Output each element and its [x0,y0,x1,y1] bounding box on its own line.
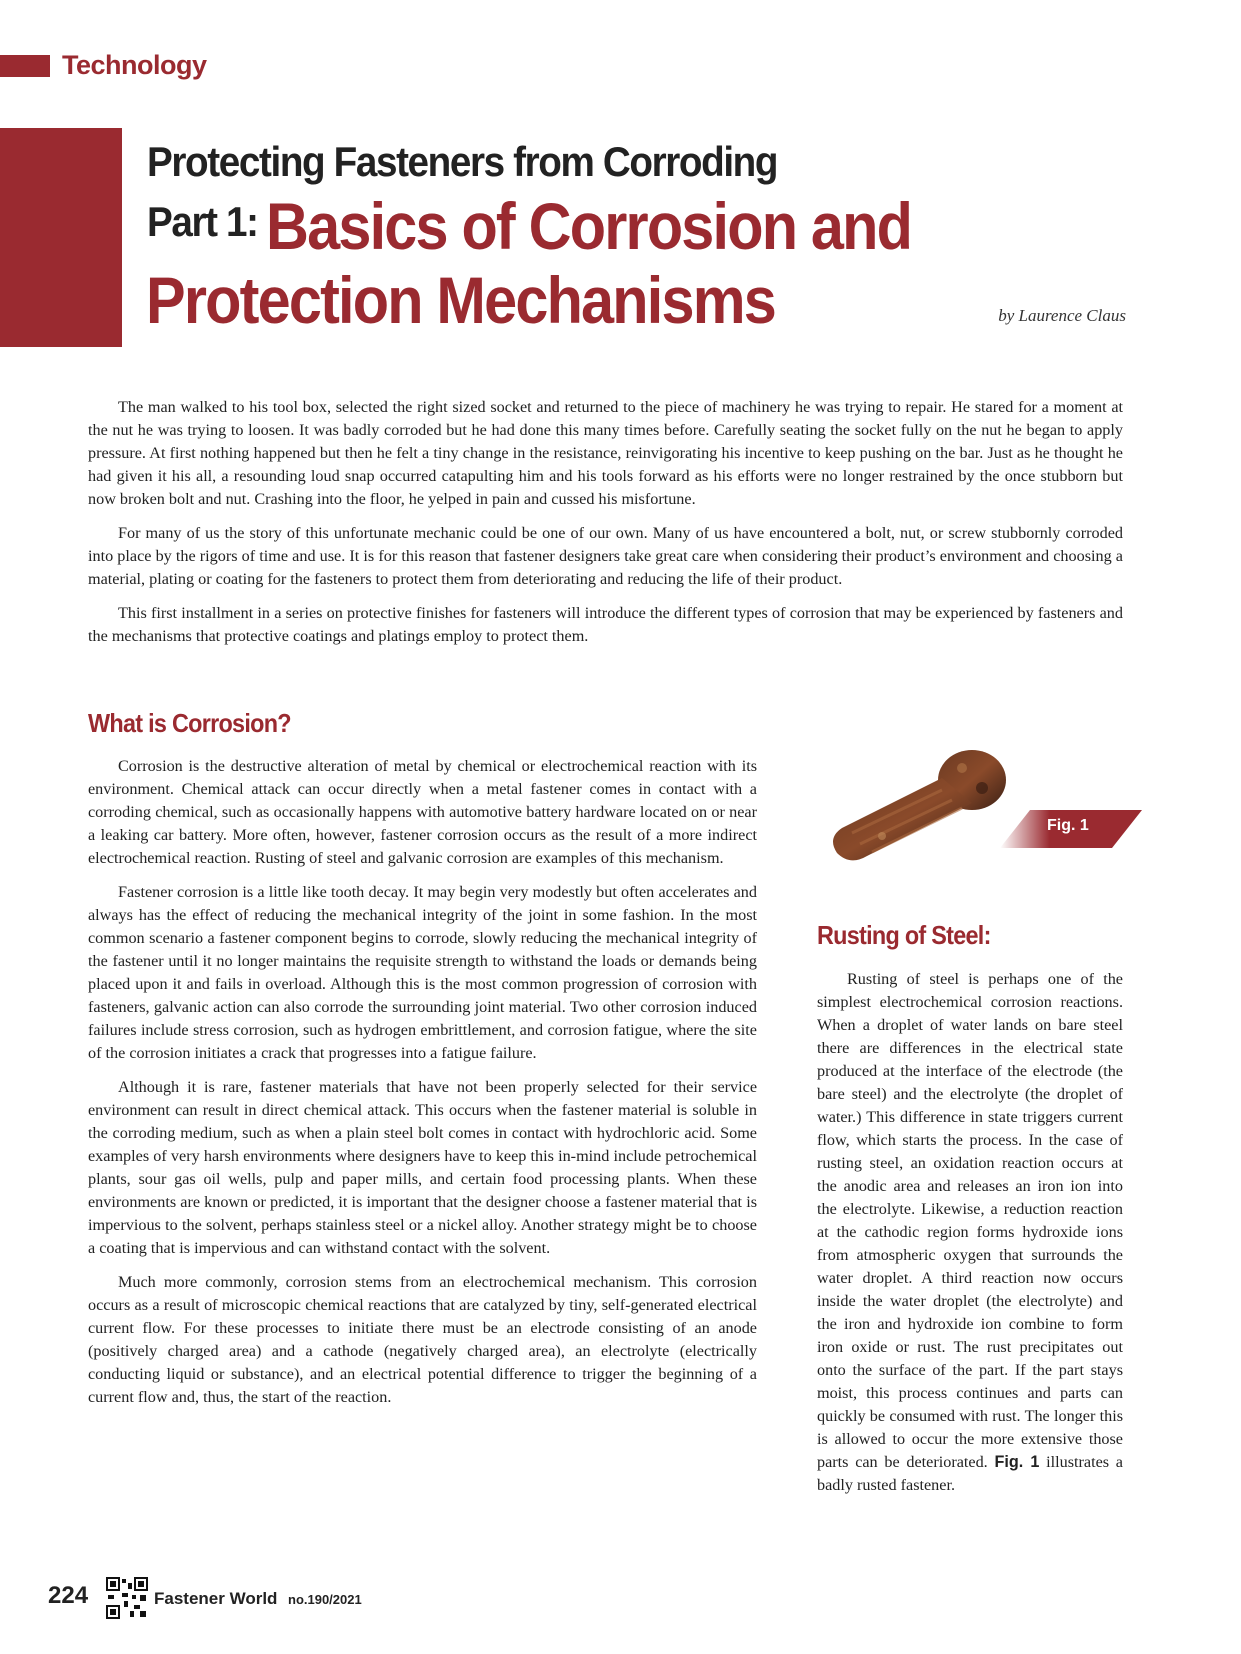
body-paragraph: Fastener corrosion is a little like tooth decay. It may begin very modestly but often accelerates and always has the effect of reducing the mechanical integrity of the joint in some fashion. In the most common scenario a fastener component begins to corrode, slowly reducing the mechanical integrity of the fastener until it no longer maintains the requisite strength to withstand the loads or demands being placed upon it and fails in overload. Although this is the most common progression of corrosion with fasteners, galvanic action can also corrode the surrounding joint material. Two other corrosion induced failures include stress corrosion, such as hydrogen embrittlement, and corrosion fatigue, where the site of the corrosion initiates a crack that progresses into a fatigue failure. [88,883,757,1062]
body-paragraph: Corrosion is the destructive alteration of metal by chemical or electrochemical reaction with its environment. Chemical attack can occur directly when a metal fastener comes in contact with a corroding chemical, such as occasionally happens with automotive battery hardware located on or near a leaking car battery. More often, however, fastener corrosion occurs as the result of a more indirect electrochemical reaction. Rusting of steel and galvanic corrosion are examples of this mechanism. [88,757,757,867]
article-supertitle: Protecting Fasteners from Corroding [147,138,778,185]
figure-reference: Fig. 1 [994,1453,1040,1471]
heading-what-is-corrosion: What is Corrosion? [88,708,291,738]
author-byline: by Laurence Claus [998,306,1126,325]
qr-code-icon [106,1577,148,1619]
intro-paragraph: The man walked to his tool box, selected the right sized socket and returned to the piece of machinery he was trying to repair. He stared for a moment at the nut he was trying to loosen. It was badly corroded but he had done this many times before. Carefully seating the socket fully on the nut he began to apply pressure. At first nothing happened but then he felt a tiny change in the resistance, reinvigorating his incentive to keep pushing on the bar. Just as he thought he had given it his all, a resounding loud snap occurred catapulting him and his tools forward as his efforts were no longer restrained by the once stubborn but now broken bolt and nut. Crashing into the floor, he yelped in pain and cussed his misfortune. [88,398,1123,508]
heading-rusting-of-steel: Rusting of Steel: [817,920,991,950]
rusting-text-end: illustrates a badly rusted fastener. [817,1453,1123,1494]
body-paragraph: Although it is rare, fastener materials that have not been properly selected for their service environment can result in direct chemical attack. This occurs when the fastener material is soluble in the corroding medium, such as when a plain steel bolt comes in contact with hydrochloric acid. Some examples of very harsh environments where designers have to keep this in-mind include petrochemical plants, sour gas oil wells, pulp and paper mills, and certain food processing plants. When these environments are known or predicted, it is important that the designer choose a fastener material that is impervious to the solvent, perhaps stainless steel or a nickel alloy. Another strategy might be to choose a coating that is impervious and can withstand contact with the solvent. [88,1078,757,1257]
part-label: Part 1: [147,198,258,245]
title-accent-block [0,128,122,347]
page-number: 224 [48,1582,89,1609]
body-paragraph: Much more commonly, corrosion stems from an electrochemical mechanism. This corrosion occurs as a result of microscopic chemical reactions that are catalyzed by tiny, self-generated electrical current flow. For these processes to initiate there must be an electrode consisting of an anode (positively charged area) and a cathode (negatively charged area), an electrolyte (electrically conducting liquid or substance), and an electrical potential difference to trigger the beginning of a current flow and, thus, the start of the reaction. [88,1273,757,1406]
intro-paragraph: For many of us the story of this unfortunate mechanic could be one of our own. Many of us have encountered a bolt, nut, or screw stubbornly corroded into place by the rigors of time and use. It is for this reason that fastener designers take great care when considering their product’s environment and choosing a material, plating or coating for the fasteners to protect them from deteriorating and reducing the life of their product. [88,524,1123,588]
body-paragraph [817,968,1123,1497]
issue-number: no.190/2021 [288,1592,362,1607]
section-color-bar [0,55,50,77]
intro-section [88,396,1123,659]
main-title-line1: Basics of Corrosion and [266,189,912,263]
rusting-text: Rusting of steel is perhaps one of the simplest electrochemical corrosion reactions. When a droplet of water lands on bare steel there are differences in the electrical state produced at the interface of the electrode (the bare steel) and the electrolyte (the droplet of water.) This difference in state triggers current flow, which starts the process. In the case of rusting steel, an oxidation reaction occurs at the anodic area and releases an iron ion into the electrolyte. Likewise, a reduction reaction at the cathodic region forms hydroxide ions from atmospheric oxygen that surrounds the water droplet. A third reaction now occurs inside the water droplet (the electrolyte) and the iron and hydroxide ion combine to form iron oxide or rust. The rust precipitates out onto the surface of the part. If the part stays moist, this process continues and parts can quickly be consumed with rust. The longer this is allowed to occur the more extensive those parts can be deteriorated. [817,970,1123,1471]
intro-paragraph: This first installment in a series on protective finishes for fasteners will introduce the different types of corrosion that may be experienced by fasteners and the mechanisms that protective coatings and platings employ to protect them. [88,604,1123,645]
figure-label: Fig. 1 [1047,817,1089,834]
section-label: Technology [62,50,207,80]
magazine-name: Fastener World [154,1589,278,1608]
main-title-line2: Protection Mechanisms [146,263,775,337]
corrosion-column [88,755,757,1420]
rusting-column [817,968,1123,1508]
rusted-fastener-image [822,748,1144,868]
